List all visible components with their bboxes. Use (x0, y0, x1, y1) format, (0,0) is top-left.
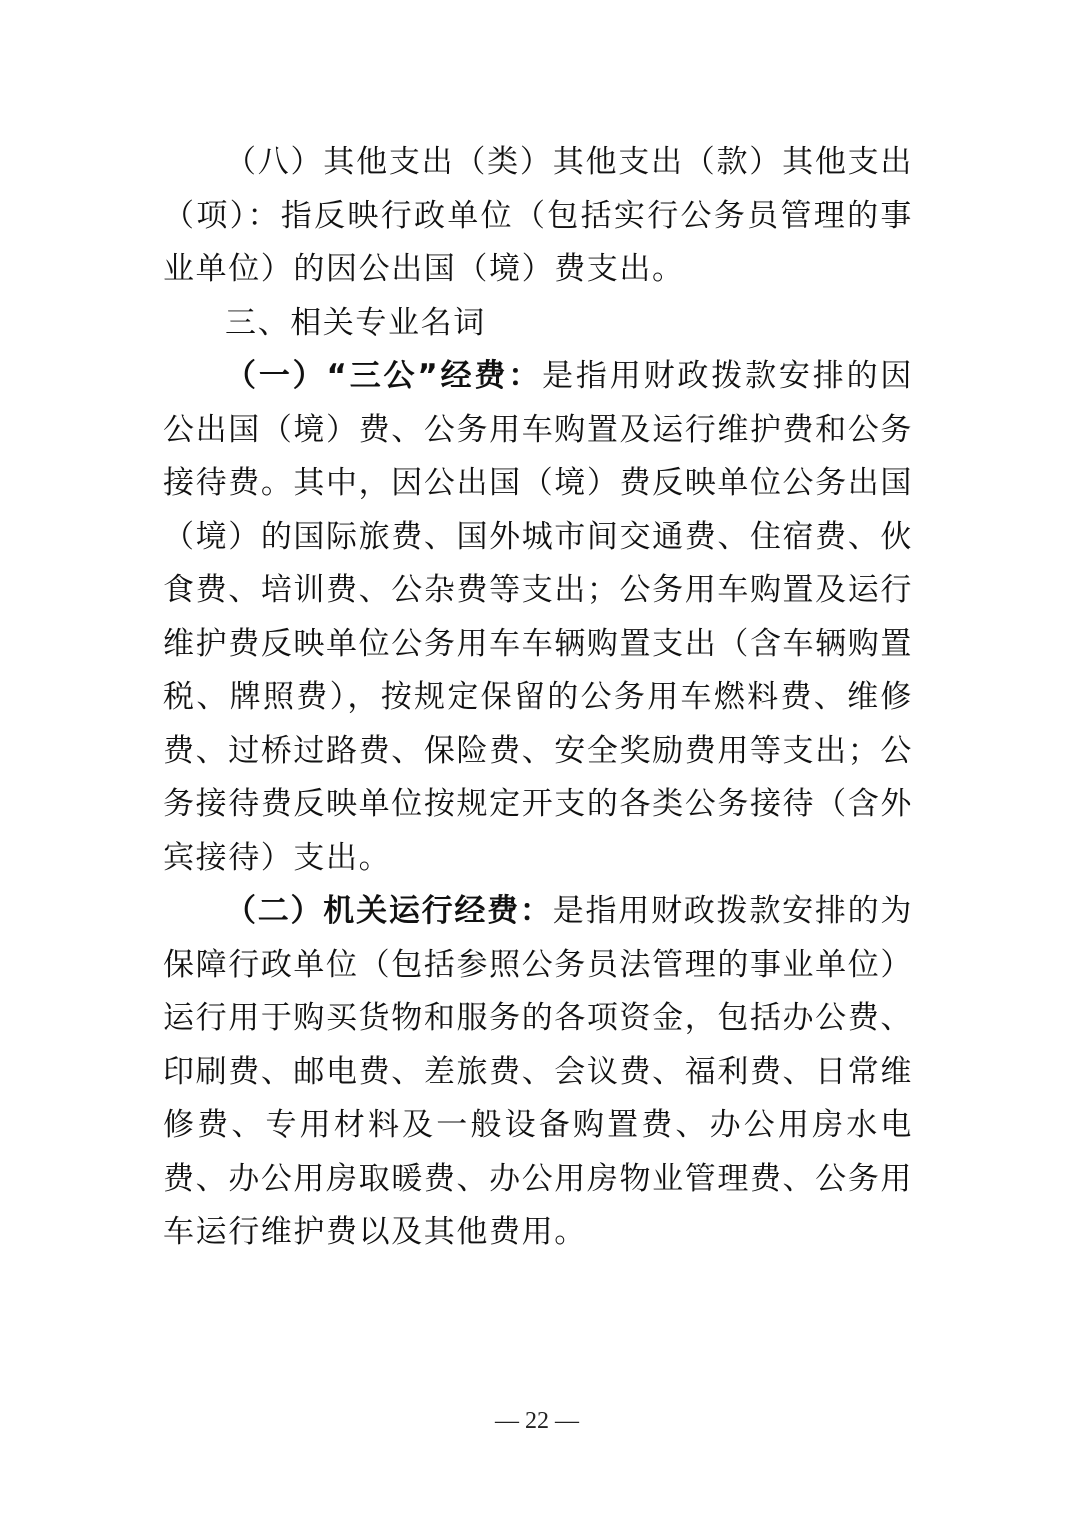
document-body (163, 136, 913, 1260)
term-label: （一）“三公”经费： (225, 358, 543, 394)
term-definition: 是指用财政拨款安排的为保障行政单位（包括参照公务员法管理的事业单位）运行用于购买货物和服务的各项资金，包括办公费、印刷费、邮电费、差旅费、会议费、福利费、日常维修费、专用材料及一般设备购置费、办公用房水电费、办公用房取暖费、办公用房物业管理费、公务用车运行维护费以及其他费用。 (163, 893, 913, 1250)
section-heading: 三、相关专业名词 (225, 304, 486, 341)
page-number: — 22 — (495, 1408, 579, 1434)
paragraph-agency-operating-funds (163, 885, 913, 1260)
paragraph-other-expenditure: （八）其他支出（类）其他支出（款）其他支出（项）：指反映行政单位（包括实行公务员管理的事业单位）的因公出国（境）费支出。 (163, 144, 913, 287)
term-label: （二）机关运行经费： (225, 893, 553, 929)
term-definition: 是指用财政拨款安排的因公出国（境）费、公务用车购置及运行维护费和公务接待费。其中，因公出国（境）费反映单位公务出国（境）的国际旅费、国外城市间交通费、住宿费、伙食费、培训费、公杂费等支出；公务用车购置及运行维护费反映单位公务用车车辆购置支出（含车辆购置税、牌照费），按规定保留的公务用车燃料费、维修费、过桥过路费、保险费、安全奖励费用等支出；公务接待费反映单位按规定开支的各类公务接待（含外宾接待）支出。 (163, 358, 913, 876)
paragraph-three-public-expenses (163, 350, 913, 885)
